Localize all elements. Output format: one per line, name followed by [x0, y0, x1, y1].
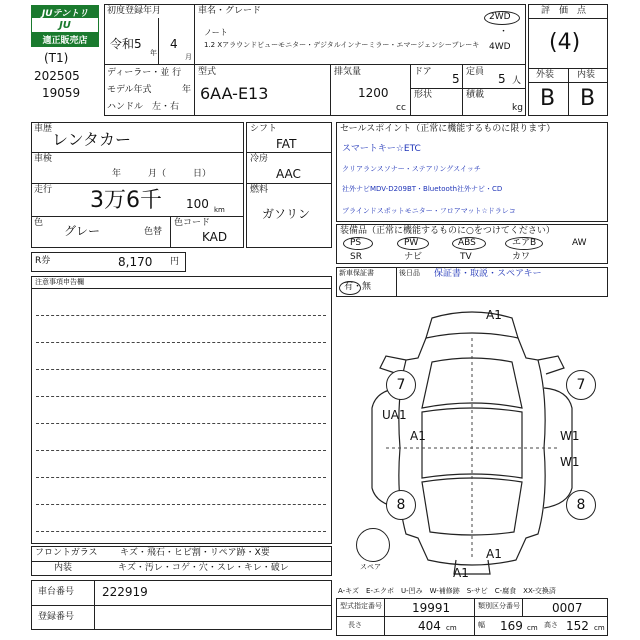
width-label: 幅: [478, 621, 485, 629]
dealer-label: ディーラー・並 行: [107, 68, 182, 78]
selling-point-4: ブラインドスポットモニター・フロアマット☆ドラレコ: [342, 207, 516, 215]
displacement-unit: cc: [396, 103, 406, 113]
front-glass-value: キズ・飛石・ヒビ割・リペア跡・X要: [120, 548, 270, 558]
car-name-label: 車名・グレード: [198, 6, 262, 16]
right-rear-wheel-value: 8: [576, 497, 586, 513]
mileage-value: 3万6千: [90, 188, 162, 213]
logo-line-1: JUテントリ: [32, 6, 98, 18]
width-unit: cm: [527, 624, 538, 632]
mark-left-mid: A1: [410, 429, 426, 443]
drive-2wd: 2WD: [489, 12, 511, 22]
spare-label: スペア: [360, 563, 381, 571]
recycle-label: R券: [35, 256, 51, 266]
color-label: 色: [34, 218, 44, 228]
left-rear-wheel: [386, 490, 416, 520]
first-registration-label: 初度登録年月: [107, 6, 162, 16]
category-label: 類別区分番号: [478, 602, 520, 610]
drive-dot: ・: [499, 27, 509, 37]
mark-rear-1: A1: [486, 547, 502, 561]
inspection-label: 車検: [34, 154, 53, 164]
car-grade: 1.2 Xアラウンドビューモニター・デジタルインナーミラー・エマージェンシーブレーキ: [204, 41, 480, 49]
shift-value: FAT: [276, 137, 297, 151]
recycle-unit: 円: [170, 257, 180, 267]
drive-4wd: 4WD: [489, 42, 511, 52]
mark-right-mid-1: W1: [560, 429, 580, 443]
rating-score: (4): [549, 30, 581, 55]
height-unit: cm: [594, 624, 605, 632]
ju-logo: [31, 5, 99, 47]
width-value: 169: [500, 619, 523, 633]
interior-detail-value: キズ・汚レ・コゲ・穴・スレ・キレ・破レ: [118, 563, 289, 573]
rating-label: 評 価 点: [541, 6, 587, 16]
model-designation-label: 型式指定番号: [340, 602, 382, 610]
capacity-unit: 人: [512, 76, 522, 86]
interior-label: 内装: [577, 70, 596, 80]
selling-points-label: セールスポイント（正常に機能するものに限ります）: [340, 124, 556, 134]
selling-point-2: クリアランスソナー・ステアリングスイッチ: [342, 165, 481, 173]
model-year-label: モデル年式: [107, 85, 152, 95]
height-value: 152: [566, 619, 589, 633]
height-label: 高さ: [544, 621, 558, 629]
aircon-value: AAC: [276, 167, 301, 181]
later-items-value: 保証書・取説・スペアキー: [434, 269, 542, 279]
warranty-label: 新車保証書: [339, 269, 374, 277]
registration-label: 登録番号: [38, 612, 75, 622]
mark-right-mid-2: W1: [560, 455, 580, 469]
car-name: ノート: [204, 28, 228, 37]
lot-code: (T1): [44, 51, 69, 65]
lot-sub-number: 19059: [42, 86, 81, 100]
model-year-unit: 年: [182, 85, 192, 95]
mileage-sub: 100: [186, 197, 209, 211]
displacement-label: 排気量: [334, 67, 362, 77]
equip-pw: PW: [404, 238, 419, 248]
equip-leather: カワ: [512, 252, 531, 262]
model-value: 6AA-E13: [200, 84, 269, 103]
vehicle-type-label: 車歴: [34, 124, 53, 134]
color-value: グレー: [64, 224, 101, 238]
later-items-label: 後日品: [399, 269, 420, 277]
right-front-wheel-value: 7: [576, 377, 586, 393]
selling-point-3: 社外ナビMDV-D209BT・Bluetooth社外ナビ・CD: [342, 185, 503, 193]
mileage-unit: km: [214, 206, 225, 214]
load-unit: kg: [512, 103, 523, 113]
equip-abs: ABS: [458, 238, 476, 248]
length-value: 404: [418, 619, 441, 633]
warranty-value: 有・無: [344, 282, 372, 292]
logo-line-2: JU: [59, 19, 71, 31]
aircon-label: 冷房: [250, 154, 269, 164]
year-unit: 年: [150, 49, 157, 57]
mileage-label: 走行: [34, 185, 53, 195]
length-label: 長さ: [348, 621, 362, 629]
displacement-value: 1200: [358, 86, 389, 100]
category-value: 0007: [552, 601, 583, 615]
equip-navi: ナビ: [404, 252, 423, 262]
mark-front-top: A1: [486, 308, 502, 322]
equip-ps: PS: [350, 238, 362, 248]
month-unit: 月: [185, 53, 192, 61]
right-rear-wheel: [566, 490, 596, 520]
color-code-value: KAD: [202, 230, 228, 244]
right-front-wheel: [566, 370, 596, 400]
exterior-grade: B: [540, 86, 556, 111]
same-color-label: 色替: [144, 227, 163, 237]
left-rear-wheel-value: 8: [396, 497, 406, 513]
capacity-value: 5: [498, 72, 506, 86]
fuel-label: 燃料: [250, 185, 269, 195]
inspection-date: 年 月（ 日）: [112, 169, 212, 179]
color-code-label: 色コード: [174, 218, 211, 228]
fuel-value: ガソリン: [262, 207, 311, 221]
equip-aw: AW: [572, 238, 587, 248]
mark-left-side: UA1: [382, 408, 407, 422]
model-designation-value: 19991: [412, 601, 451, 615]
equip-airbag: エアB: [512, 238, 537, 248]
chassis-value: 222919: [102, 585, 148, 599]
logo-line-3: 適正販売店: [32, 32, 98, 46]
left-front-wheel: [386, 370, 416, 400]
lot-number: 202505: [34, 69, 80, 83]
chassis-label: 車台番号: [38, 587, 75, 597]
model-label: 型式: [198, 67, 217, 77]
door-value: 5: [452, 72, 460, 86]
first-registration-era: 令和5: [110, 37, 142, 51]
equip-sr: SR: [350, 252, 362, 262]
notes-label: 注意事項申告欄: [35, 278, 84, 286]
interior-detail-label: 内装: [54, 563, 73, 573]
recycle-value: 8,170: [118, 255, 153, 269]
handle-label: ハンドル 左・右: [107, 102, 180, 112]
vehicle-type-value: レンタカー: [52, 130, 131, 149]
equipment-label: 装備品（正常に機能するものに○をつけてください）: [340, 226, 555, 236]
shift-label: シフト: [250, 124, 278, 134]
front-glass-label: フロントガラス: [35, 548, 98, 558]
load-label: 積載: [466, 90, 485, 100]
interior-grade: B: [580, 86, 596, 111]
spare-tire: [356, 528, 390, 562]
legend: A-キズ E-エクボ U-凹み W-補修跡 S-サビ C-腐食 XX-交換済: [338, 587, 556, 595]
selling-point-1: スマートキー☆ETC: [342, 144, 421, 154]
equip-tv: TV: [460, 252, 472, 262]
recycle-box: [31, 252, 186, 272]
mark-rear-2: A1: [453, 566, 469, 580]
shape-label: 形状: [414, 90, 433, 100]
door-label: ドア: [414, 67, 432, 77]
capacity-label: 定員: [466, 67, 485, 77]
length-unit: cm: [446, 624, 457, 632]
first-registration-month: 4: [170, 37, 178, 51]
left-front-wheel-value: 7: [396, 377, 406, 393]
exterior-label: 外装: [536, 70, 555, 80]
